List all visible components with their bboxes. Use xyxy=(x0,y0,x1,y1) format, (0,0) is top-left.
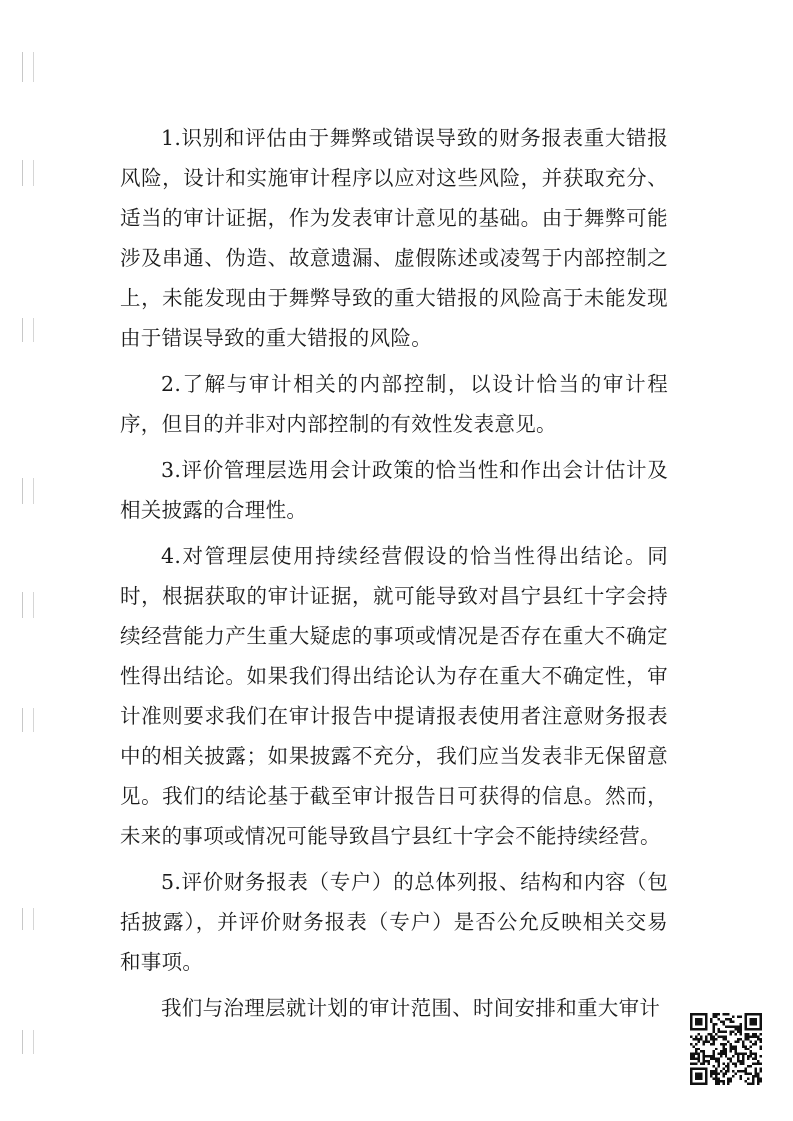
paragraph-6: 我们与治理层就计划的审计范围、时间安排和重大审计 xyxy=(161,996,661,1020)
binding-mark xyxy=(22,52,34,82)
binding-mark xyxy=(22,318,34,342)
binding-mark xyxy=(22,908,34,930)
binding-mark xyxy=(22,478,34,504)
binding-mark xyxy=(22,592,34,618)
paragraph-4: 4.对管理层使用持续经营假设的恰当性得出结论。同时，根据获取的审计证据，就可能导致对昌宁县红十字会持续经营能力产生重大疑虑的事项或情况是否存在重大不确定性得出结论。如果我们得出结论认为存在重大不确定性，审计准则要求我们在审计报告中提请报表使用者注意财务报表中的相关披露；如果披露不充分，我们应当发表非无保留意见。我们的结论基于截至审计报告日可获得的信息。然而，未来的事项或情况可能导致昌宁县红十字会不能持续经营。 xyxy=(120,544,668,848)
binding-mark xyxy=(22,1030,34,1054)
binding-mark xyxy=(22,160,34,186)
body-text xyxy=(120,118,668,1034)
paragraph-3: 3.评价管理层选用会计政策的恰当性和作出会计估计及相关披露的合理性。 xyxy=(120,458,668,522)
paragraph-2: 2.了解与审计相关的内部控制，以设计恰当的审计程序，但目的并非对内部控制的有效性发表意见。 xyxy=(120,372,668,436)
binding-mark xyxy=(22,708,34,732)
paragraph-5: 5.评价财务报表（专户）的总体列报、结构和内容（包括披露），并评价财务报表（专户）是否公允反映相关交易和事项。 xyxy=(120,870,668,974)
qr-code-icon xyxy=(690,1013,762,1085)
paragraph-1: 1.识别和评估由于舞弊或错误导致的财务报表重大错报风险，设计和实施审计程序以应对这些风险，并获取充分、适当的审计证据，作为发表审计意见的基础。由于舞弊可能涉及串通、伪造、故意遗漏、虚假陈述或凌驾于内部控制之上，未能发现由于舞弊导致的重大错报的风险高于未能发现由于错误导致的重大错报的风险。 xyxy=(120,126,668,350)
